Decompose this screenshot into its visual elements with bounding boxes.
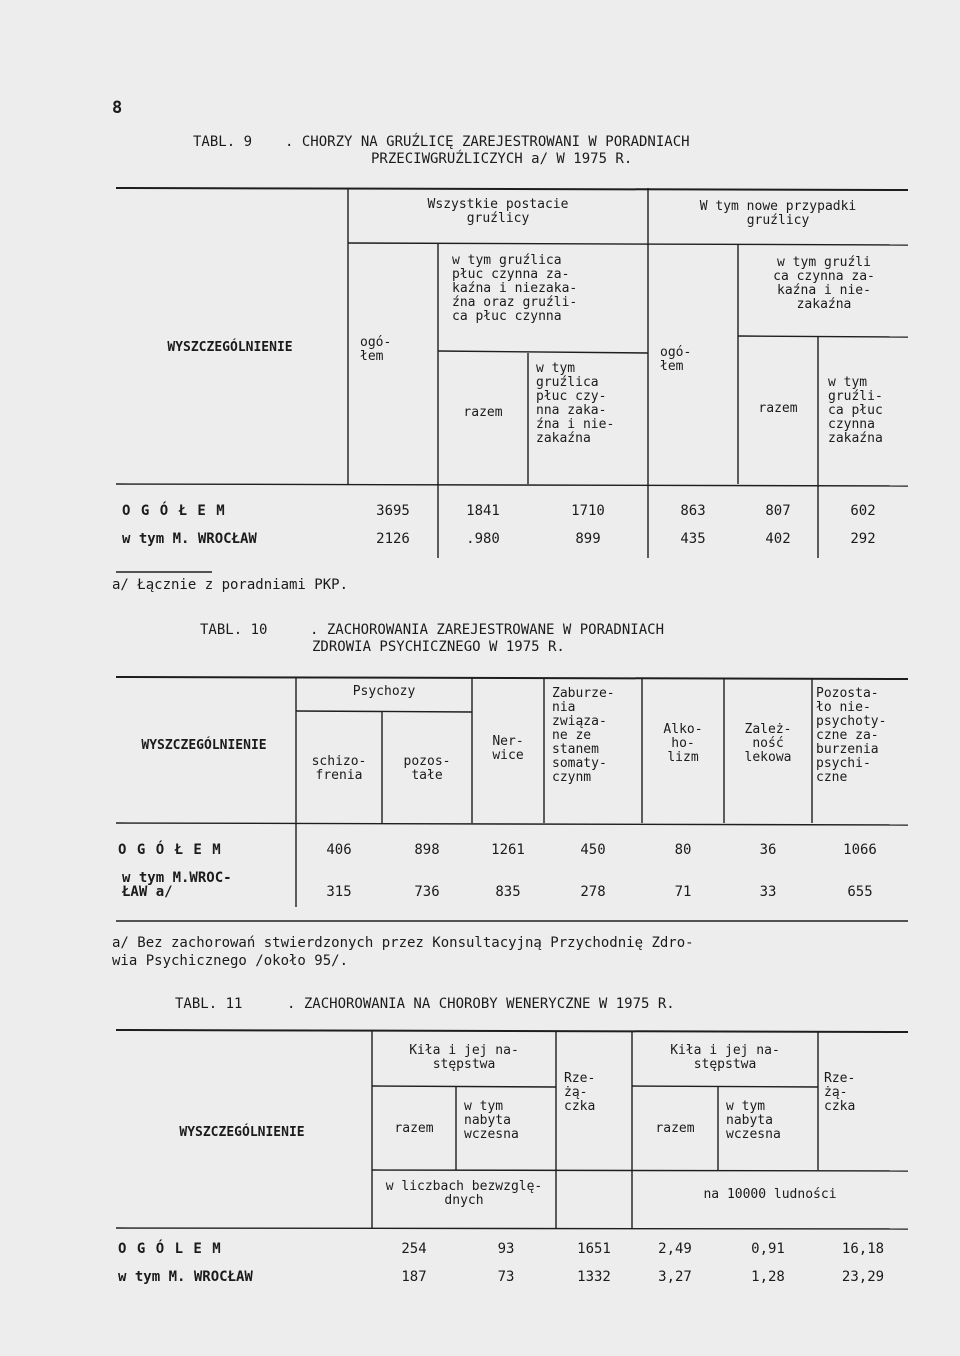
tabl10-cell: 278 (580, 884, 606, 900)
tabl9-header-new-pluc: w tym gruźli ca czynna za- kaźna i nie- zakaźna (773, 255, 875, 312)
tabl11-header-na10000: na 10000 ludności (703, 1187, 837, 1202)
tabl9-header-razem: razem (463, 405, 503, 420)
tabl9-header-ogolem-new: ogó- łem (660, 345, 692, 374)
tabl9-header-razem-new: razem (758, 401, 798, 416)
tabl9-header-all-pluc: w tym gruźlica płuc czynna za- kaźna i niezaka- źna oraz gruźli- ca płuc czynna (452, 253, 578, 324)
tabl11-cell: 0,91 (751, 1241, 785, 1257)
tabl11-header-kila2: Kiła i jej na- stępstwa (670, 1043, 780, 1072)
tabl10-footnote-line1: a/ Bez zachorowań stwierdzonych przez Konsultacyjną Przychodnię Zdro- (112, 935, 694, 951)
tabl10-row-wroclaw-label: w tym M.WROC- ŁAW a/ (122, 870, 232, 900)
tabl10-header-psychozy: Psychozy (352, 684, 416, 699)
tabl11-header-wyszczegolnienie: WYSZCZEGÓLNIENIE (179, 1125, 305, 1140)
tabl11-title-line1: . ZACHOROWANIA NA CHOROBY WENERYCZNE W 1975 R. (287, 996, 675, 1012)
tabl9-row-wroclaw-label: w tym M. WROCŁAW (122, 531, 257, 547)
tabl9-header-all-zakazna: w tym gruźlica płuc czy- nna zaka- źna i nie- zakaźna (536, 361, 615, 446)
tabl9-title-line2: PRZECIWGRUŹLICZYCH a/ W 1975 R. (371, 151, 633, 167)
tabl10-header-alkoholizm: Alko- ho- lizm (663, 722, 703, 765)
tabl10-header-pozostale: pozos- tałe (403, 754, 451, 783)
tabl10-label: TABL. 10 (200, 622, 268, 638)
tabl10-cell: 736 (414, 884, 440, 900)
page-number: 8 (112, 98, 123, 118)
tabl10-cell: 80 (674, 842, 692, 858)
tabl9-cell: 402 (765, 531, 791, 547)
tabl9-cell: 292 (850, 531, 876, 547)
tabl9-cell: 1710 (571, 503, 605, 519)
tabl11-table (112, 1028, 912, 1300)
tabl9-cell: 1841 (466, 503, 500, 519)
tabl11-cell: 73 (497, 1269, 515, 1285)
tabl11-cell: 23,29 (841, 1269, 885, 1285)
tabl10-header-wyszczegolnienie: WYSZCZEGÓLNIENIE (141, 738, 267, 753)
tabl10-row-ogolem-label: O G Ó Ł E M (118, 842, 222, 858)
tabl10-caption (200, 622, 900, 656)
tabl10-cell: 655 (847, 884, 873, 900)
tabl10-header-schizofrenia: schizo- frenia (311, 754, 367, 783)
tabl10-footnote (112, 934, 694, 970)
tabl9-cell: 807 (765, 503, 791, 519)
tabl10-cell: 406 (326, 842, 352, 858)
tabl11-header-razem2: razem (655, 1121, 695, 1136)
tabl9-cell: 2126 (376, 531, 410, 547)
tabl10-header-pozostale-zab: Pozosta- ło nie- psychoty- czne za- burzenia psychi- czne (816, 686, 887, 785)
tabl9-title-line1: . CHORZY NA GRUŹLICĘ ZAREJESTROWANI W PORADNIACH (285, 134, 690, 150)
tabl11-row-ogolem-label: O G Ó L E M (118, 1241, 222, 1257)
tabl11-header-kila1: Kiła i jej na- stępstwa (409, 1043, 519, 1072)
tabl11-caption (175, 996, 875, 1014)
tabl10-cell: 898 (414, 842, 440, 858)
tabl11-cell: 1,28 (751, 1269, 785, 1285)
tabl11-header-nabyta1: w tym nabyta wczesna (464, 1099, 519, 1142)
tabl11-header-razem1: razem (394, 1121, 434, 1136)
tabl10-cell: 315 (326, 884, 352, 900)
tabl9-caption (193, 134, 893, 168)
tabl10-header-nerwice: Ner- wice (492, 734, 524, 763)
tabl10-header-zaleznosc: Zależ- ność lekowa (744, 722, 792, 765)
tabl11-cell: 16,18 (841, 1241, 885, 1257)
tabl9-header-wyszczegolnienie: WYSZCZEGÓLNIENIE (167, 340, 293, 355)
tabl10-table (112, 675, 912, 915)
tabl10-cell: 1261 (491, 842, 525, 858)
tabl11-header-rzezaczka2: Rze- żą- czka (824, 1071, 856, 1114)
tabl9-cell: 602 (850, 503, 876, 519)
tabl9-cell: 435 (680, 531, 706, 547)
tabl9-cell: 899 (575, 531, 601, 547)
tabl9-header-all-forms: Wszystkie postacie gruźlicy (427, 197, 569, 226)
tabl10-cell: 33 (759, 884, 777, 900)
tabl9-header-ogolem: ogó- łem (360, 335, 392, 364)
tabl10-title-line1: . ZACHOROWANIA ZAREJESTROWANE W PORADNIACH (310, 622, 665, 638)
tabl11-row-wroclaw-label: w tym M. WROCŁAW (118, 1269, 253, 1285)
tabl9-header-new-cases: W tym nowe przypadki gruźlicy (699, 199, 857, 228)
tabl9-footnote: a/ Łącznie z poradniami PKP. (112, 577, 349, 593)
tabl11-cell: 93 (497, 1241, 515, 1257)
tabl11-header-liczbach: w liczbach bezwzglę- dnych (385, 1179, 543, 1208)
tabl11-header-rzezaczka1: Rze- żą- czka (564, 1071, 596, 1114)
tabl9-cell: 863 (680, 503, 706, 519)
tabl11-label: TABL. 11 (175, 996, 243, 1012)
tabl9-table (112, 186, 912, 566)
tabl9-row-ogolem-label: O G Ó Ł E M (122, 503, 226, 519)
tabl10-header-zaburzenia: Zaburze- nia związa- ne ze stanem somaty- czynm (552, 686, 615, 785)
tabl11-cell: 2,49 (658, 1241, 692, 1257)
tabl10-title-line2: ZDROWIA PSYCHICZNEGO W 1975 R. (312, 639, 565, 655)
tabl11-cell: 187 (401, 1269, 427, 1285)
tabl10-cell: 1066 (843, 842, 877, 858)
tabl11-cell: 1651 (577, 1241, 611, 1257)
tabl10-cell: 71 (674, 884, 692, 900)
tabl11-cell: 3,27 (658, 1269, 692, 1285)
tabl10-footnote-line2: wia Psychicznego /około 95/. (112, 953, 349, 969)
tabl10-cell: 36 (759, 842, 777, 858)
tabl11-cell: 1332 (577, 1269, 611, 1285)
tabl9-cell: .980 (466, 531, 500, 547)
tabl11-cell: 254 (401, 1241, 427, 1257)
tabl9-cell: 3695 (376, 503, 410, 519)
tabl9-label: TABL. 9 (193, 134, 253, 150)
tabl11-header-nabyta2: w tym nabyta wczesna (726, 1099, 781, 1142)
tabl9-header-new-zakazna: w tym gruźli- ca płuc czynna zakaźna (828, 375, 883, 446)
tabl10-cell: 835 (495, 884, 521, 900)
tabl10-cell: 450 (580, 842, 606, 858)
